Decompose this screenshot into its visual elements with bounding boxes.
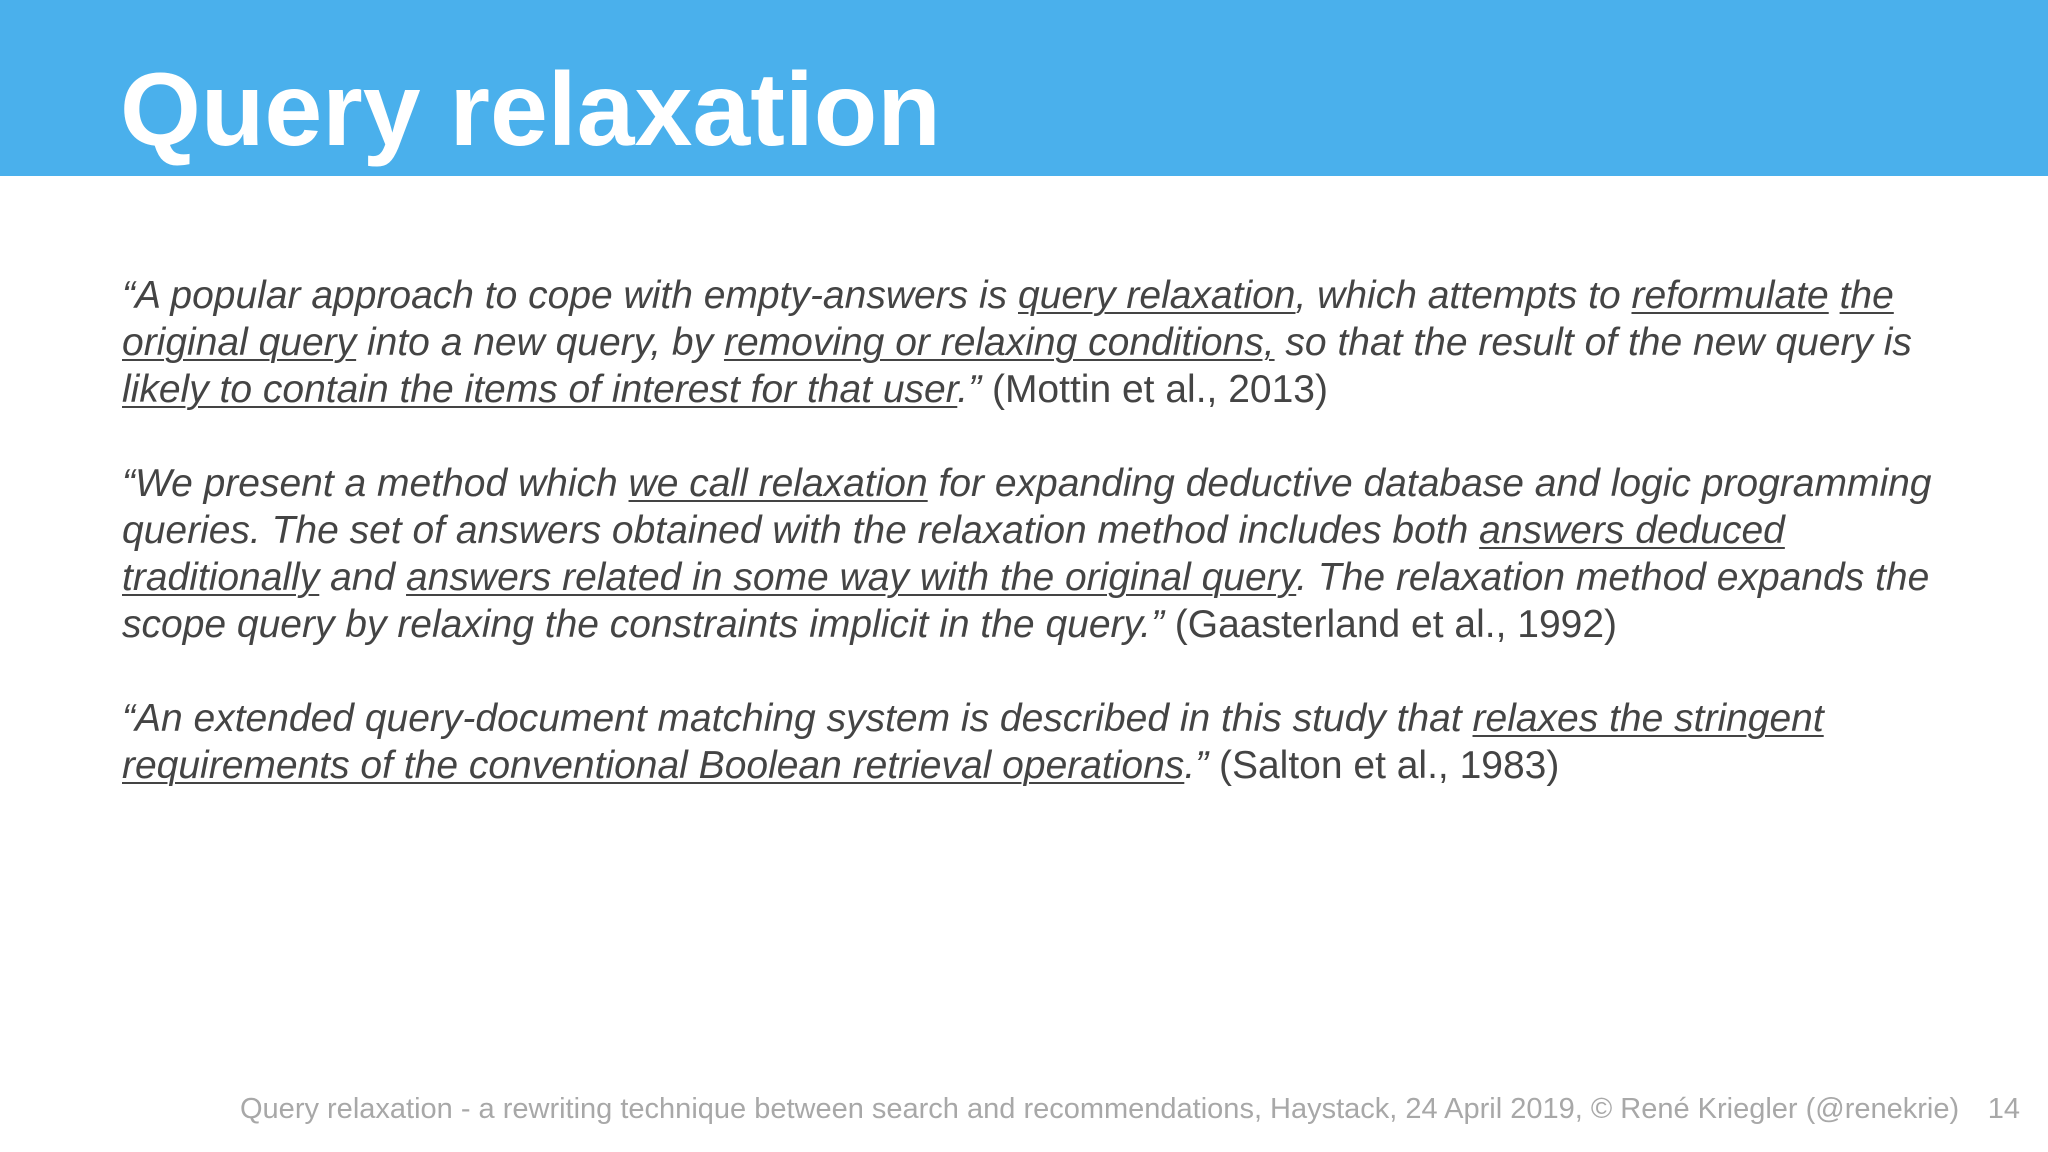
quote-emphasis: answers deduced traditionally (122, 509, 1785, 599)
quote-emphasis: answers related in some way with the original query (406, 556, 1297, 599)
quote-emphasis: removing or relaxing conditions, (723, 321, 1275, 364)
quote-mottin (122, 272, 1962, 413)
quote-segment: , which attempts to (1295, 274, 1632, 317)
quote-segment: “A popular approach to cope with empty-answers is (122, 274, 1018, 317)
quote-segment: .” (1184, 744, 1209, 787)
slide-title: Query relaxation (120, 52, 941, 168)
slide-footer: Query relaxation - a rewriting technique between search and recommendations, Haystack, 24 April 2019, © René Kriegler (@renekrie) (240, 1093, 1960, 1125)
quote-segment: so that the result of the new query is (1274, 321, 1912, 364)
quote-segment: . The relaxation method expands the scope query by relaxing the constraints implicit in the query.” (122, 556, 1930, 646)
quote-gaasterland (122, 460, 1962, 648)
quote-segment (1829, 274, 1840, 317)
quote-emphasis: likely to contain the items of interest for that user (122, 368, 958, 411)
quote-segment: for expanding deductive database and logic programming queries. The set of answers obtained with the relaxation method includes both (122, 462, 1932, 552)
quote-segment: “We present a method which (122, 462, 629, 505)
quote-segment: and (319, 556, 407, 599)
quote-emphasis: relaxes the stringent requirements of the conventional Boolean retrieval operations (122, 697, 1824, 787)
quote-citation: (Mottin et al., 2013) (981, 368, 1328, 411)
quote-emphasis: we call relaxation (628, 462, 928, 505)
quote-citation: (Gaasterland et al., 1992) (1163, 603, 1618, 646)
quote-segment: into a new query, by (356, 321, 724, 364)
title-bar (0, 0, 2048, 176)
quote-segment: “An extended query-document matching system is described in this study that (122, 697, 1473, 740)
quote-citation: (Salton et al., 1983) (1208, 744, 1560, 787)
quote-text (122, 462, 1932, 646)
quote-emphasis: the original query (122, 274, 1894, 364)
quote-salton (122, 695, 1962, 789)
slide-body (122, 272, 1962, 836)
quote-segment: .” (957, 368, 982, 411)
quote-text (122, 697, 1824, 787)
quote-emphasis: reformulate (1631, 274, 1829, 317)
quote-emphasis: query relaxation (1018, 274, 1296, 317)
page-number: 14 (1987, 1093, 2020, 1125)
